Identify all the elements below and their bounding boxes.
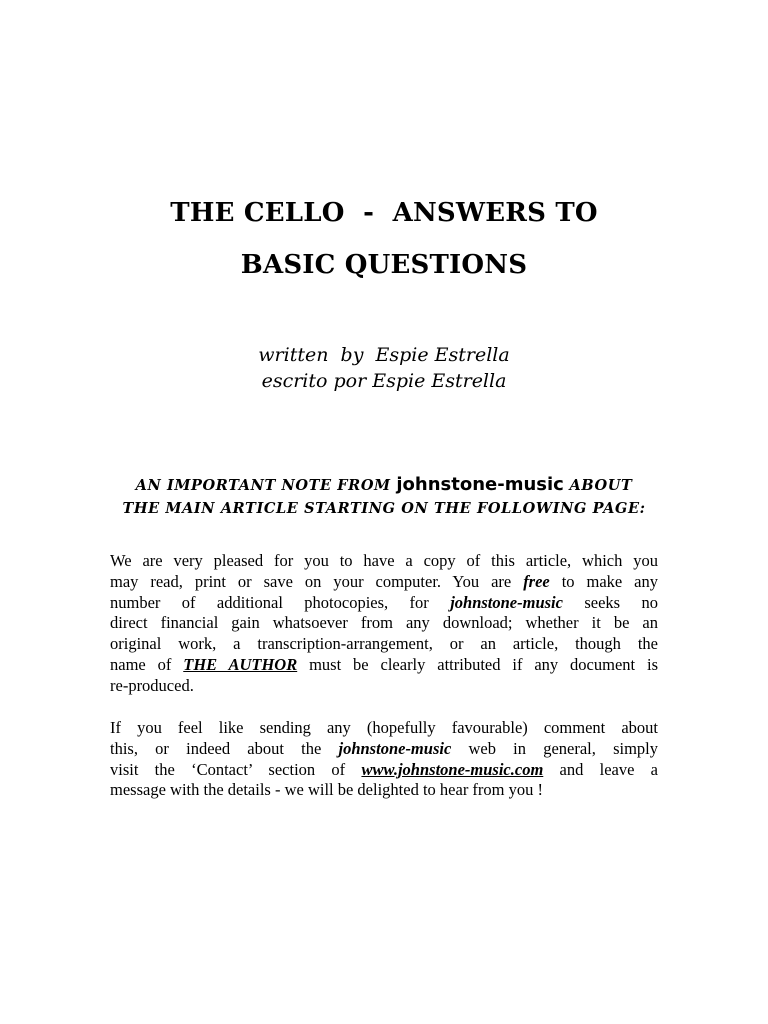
paragraph-line bbox=[110, 572, 658, 593]
paragraph-line: message with the details - we will be delighted to hear from you ! bbox=[110, 780, 544, 800]
brand-emphasis: johnstone-music bbox=[338, 738, 452, 758]
free-emphasis: free bbox=[523, 571, 550, 591]
paragraph-line: re-produced. bbox=[110, 675, 194, 695]
paragraph-line: original work, a transcription-arrangement, or an article, though the bbox=[110, 634, 658, 654]
text-run: may read, print or save on your computer. You are bbox=[110, 571, 524, 591]
note-prefix: AN IMPORTANT NOTE FROM bbox=[135, 477, 397, 494]
text-run: must be clearly attributed if any document is bbox=[297, 654, 658, 674]
document-title-line-2: BASIC QUESTIONS bbox=[240, 250, 528, 280]
paragraph-line bbox=[110, 760, 658, 781]
document-title-line-1: THE CELLO - ANSWERS TO bbox=[170, 198, 598, 228]
important-note-heading-line-1 bbox=[110, 474, 658, 497]
website-link[interactable]: www.johnstone-music.com bbox=[361, 759, 544, 779]
text-run: name of bbox=[110, 654, 184, 674]
text-run: web in general, simply bbox=[451, 738, 658, 758]
author-byline-spanish: escrito por Espie Estrella bbox=[261, 370, 507, 392]
brand-emphasis: johnstone-music bbox=[450, 592, 563, 612]
paragraph-line: direct financial gain whatsoever from any download; whether it be an bbox=[110, 613, 658, 633]
text-run: this, or indeed about the bbox=[110, 738, 339, 758]
note-brand-name: johnstone-music bbox=[396, 474, 564, 495]
permission-paragraph bbox=[110, 551, 658, 697]
paragraph-line: We are very pleased for you to have a copy of this article, which you bbox=[110, 551, 658, 570]
text-run: seeks no bbox=[562, 592, 658, 612]
text-run: and leave a bbox=[543, 759, 658, 779]
paragraph-line bbox=[110, 593, 658, 614]
important-note-heading-line-2: THE MAIN ARTICLE STARTING ON THE FOLLOWING PAGE: bbox=[122, 500, 646, 517]
paragraph-line bbox=[110, 739, 658, 760]
text-run: number of additional photocopies, for bbox=[110, 592, 451, 612]
author-byline-english: written by Espie Estrella bbox=[258, 344, 510, 366]
contact-paragraph bbox=[110, 718, 658, 801]
note-suffix: ABOUT bbox=[563, 477, 633, 494]
text-run: visit the ‘Contact’ section of bbox=[110, 759, 362, 779]
text-run: to make any bbox=[549, 571, 658, 591]
paragraph-line bbox=[110, 655, 658, 676]
the-author-emphasis: THE AUTHOR bbox=[183, 654, 298, 674]
paragraph-line: If you feel like sending any (hopefully favourable) comment about bbox=[110, 718, 658, 737]
